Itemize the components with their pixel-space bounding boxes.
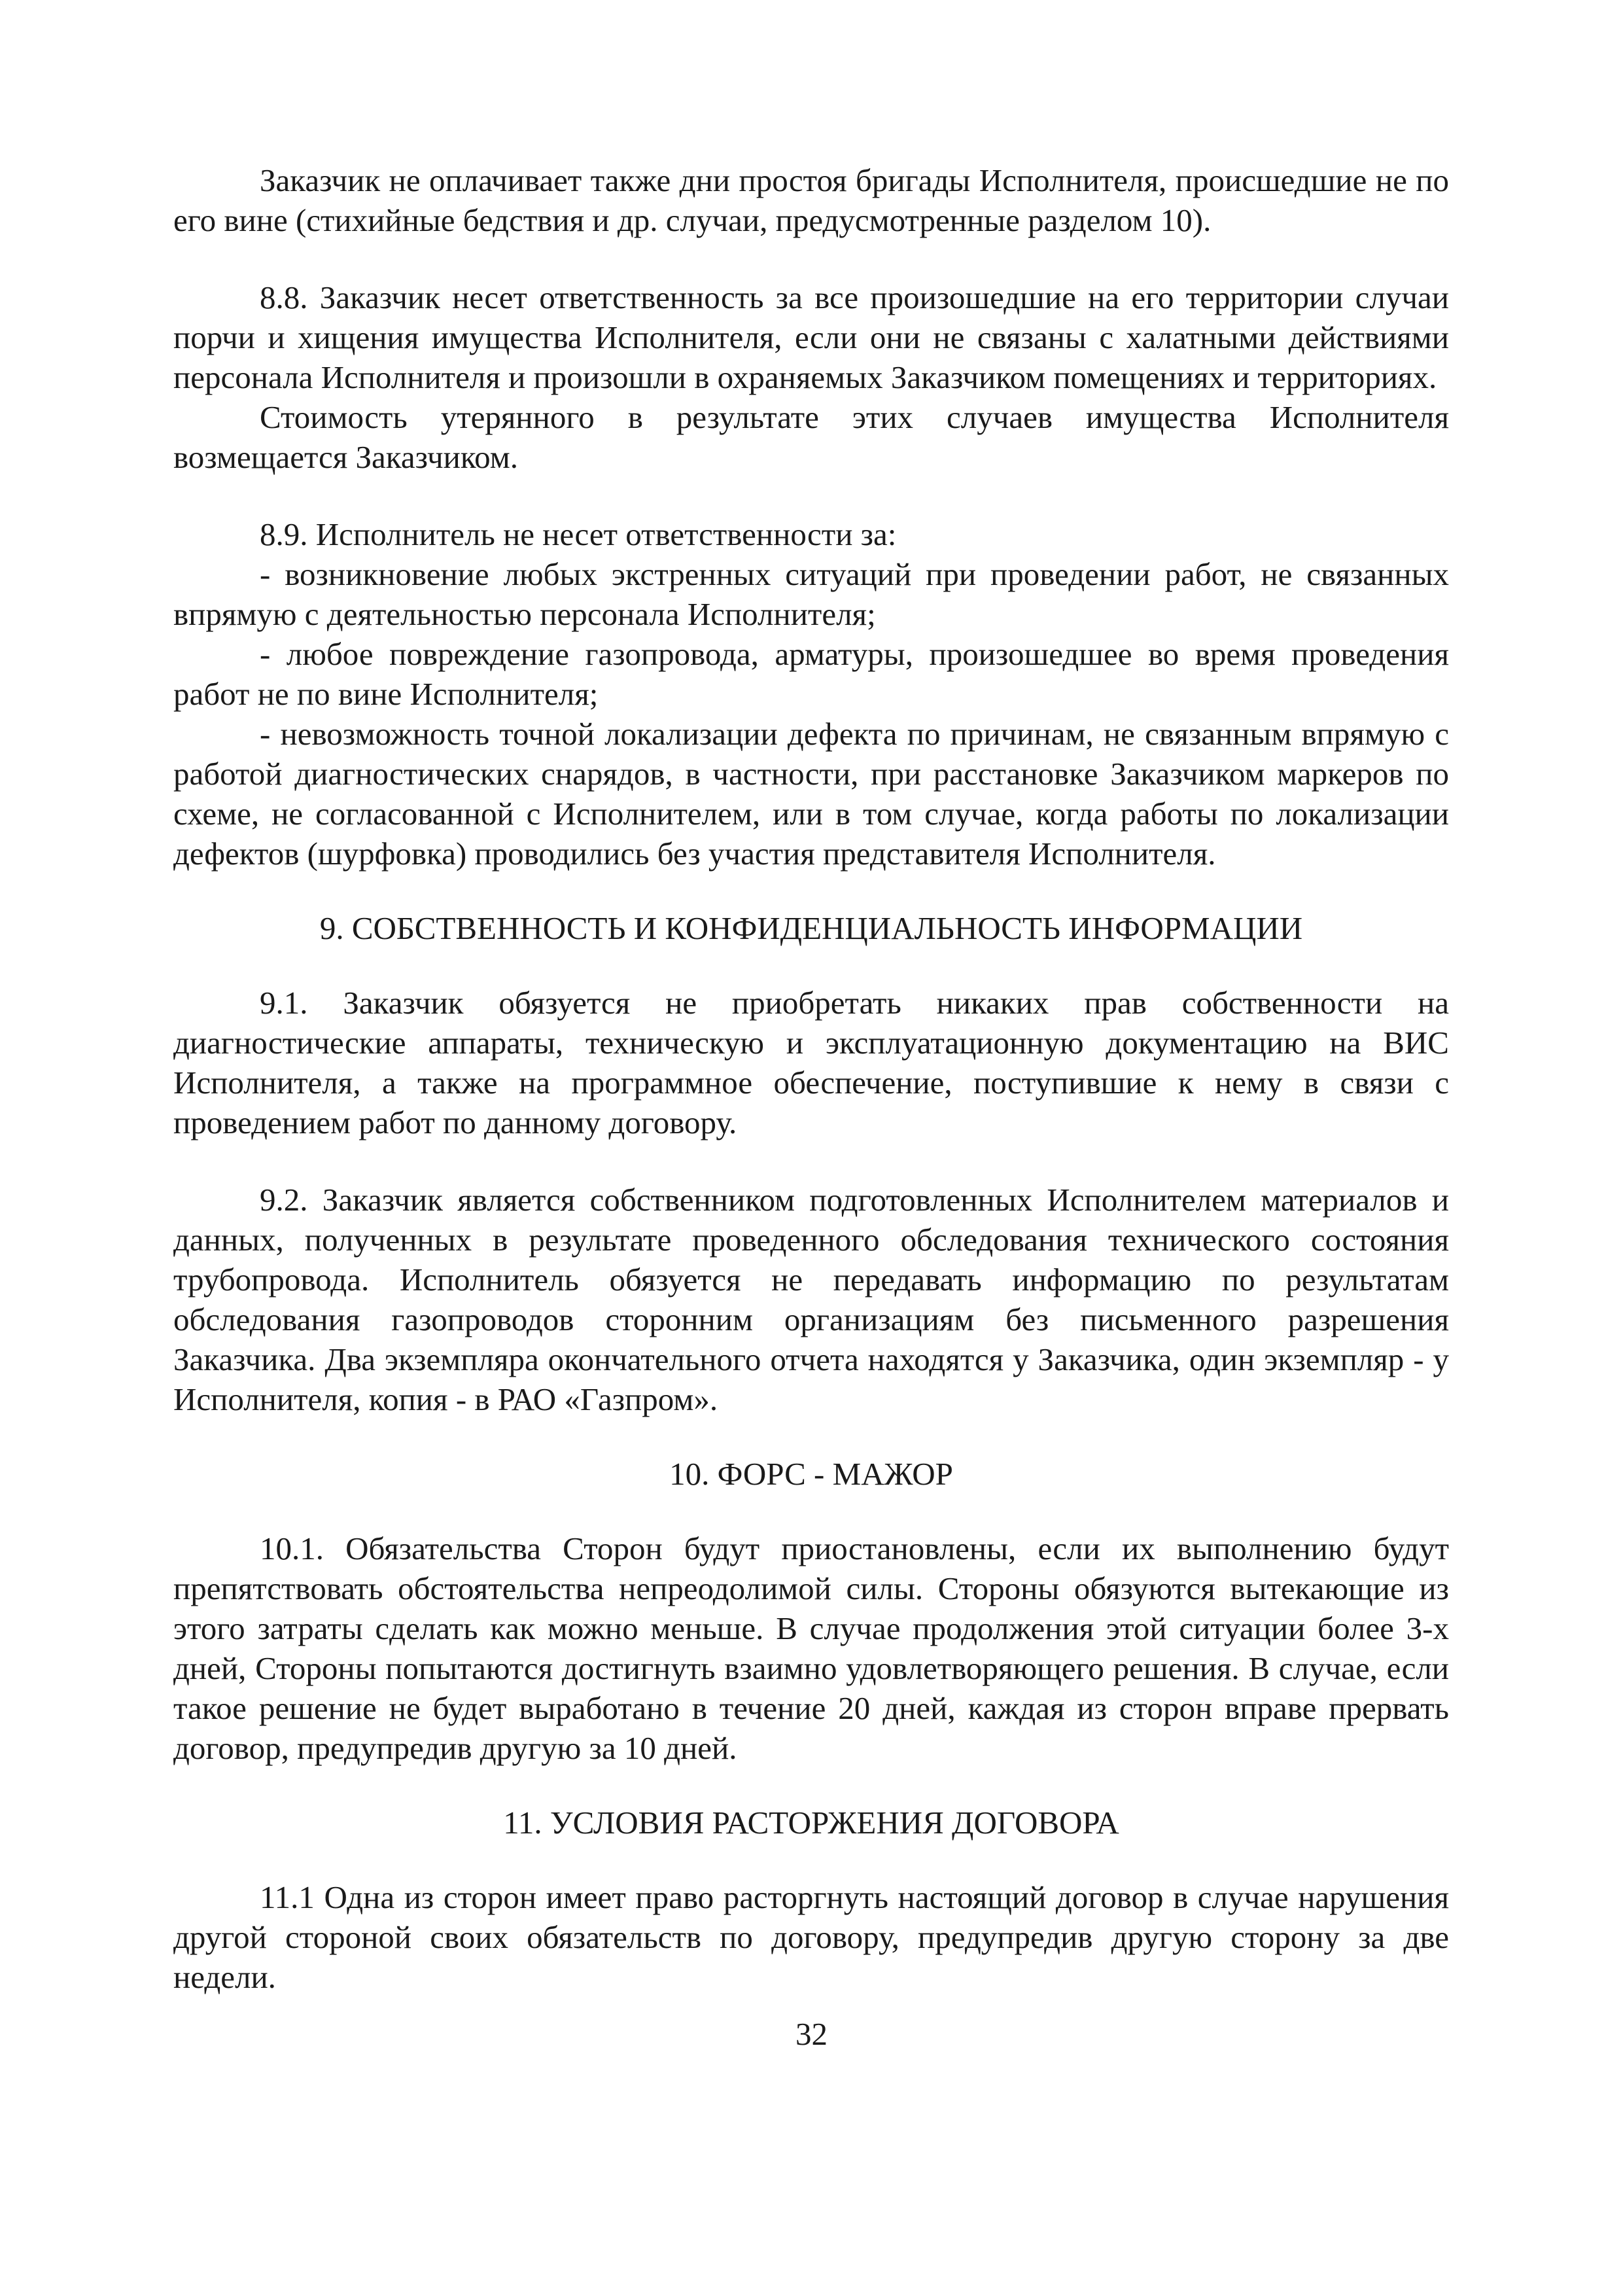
paragraph-11-1: 11.1 Одна из сторон имеет право расторгнуть настоящий договор в случае нарушения другой стороной своих обязательств по договору, предупредив другую сторону за две недели. bbox=[173, 1879, 1449, 1995]
paragraph-9-2: 9.2. Заказчик является собственником подготовленных Исполнителем материалов и данных, полученных в результате проведенного обследования технического состояния трубопровода. Исполнитель обязуется не передавать информацию по результатам обследования газопроводов сторонним организациям без письменного разрешения Заказчика. Два экземпляра окончательного отчета находятся у Заказчика, один экземпляр - у Исполнителя, копия - в РАО «Газпром». bbox=[173, 1182, 1449, 1417]
paragraph-9-1: 9.1. Заказчик обязуется не приобретать никаких прав собственности на диагностические аппараты, техническую и эксплуатационную документацию на ВИС Исполнителя, а также на программное обеспечение, поступившие к нему в связи с проведением работ по данному договору. bbox=[173, 985, 1449, 1140]
document-body bbox=[173, 160, 1449, 1997]
paragraph-8-9: 8.9. Исполнитель не несет ответственности за: bbox=[260, 516, 897, 552]
paragraph-intro: Заказчик не оплачивает также дни простоя бригады Исполнителя, происшедшие не по его вине (стихийные бедствия и др. случаи, предусмотренные разделом 10). bbox=[173, 162, 1449, 238]
section-heading-10: 10. ФОРС - МАЖОР bbox=[669, 1456, 953, 1492]
section-heading-9: 9. СОБСТВЕННОСТЬ И КОНФИДЕНЦИАЛЬНОСТЬ ИНФОРМАЦИИ bbox=[319, 910, 1303, 946]
paragraph-10-1: 10.1. Обязательства Сторон будут приостановлены, если их выполнению будут препятствовать обстоятельства непреодолимой силы. Стороны обязуются вытекающие из этого затраты сделать как можно меньше. В случае продолжения этой ситуации более 3-х дней, Стороны попытаются достигнуть взаимно удовлетворяющего решения. В случае, если такое решение не будет выработано в течение 20 дней, каждая из сторон вправе прервать договор, предупредив другую за 10 дней. bbox=[173, 1530, 1449, 1766]
paragraph-8-9-item-3: - невозможность точной локализации дефекта по причинам, не связанным впрямую с работой диагностических снарядов, в частности, при расстановке Заказчиком маркеров по схеме, не согласованной с Исполнителем, или в том случае, когда работы по локализации дефектов (шурфовка) проводились без участия представителя Исполнителя. bbox=[173, 716, 1449, 872]
paragraph-8-9-item-1: - возникновение любых экстренных ситуаций при проведении работ, не связанных впрямую с деятельностью персонала Исполнителя; bbox=[173, 556, 1449, 632]
section-heading-11: 11. УСЛОВИЯ РАСТОРЖЕНИЯ ДОГОВОРА bbox=[503, 1805, 1119, 1841]
page-number: 32 bbox=[795, 2016, 828, 2052]
paragraph-8-9-item-2: - любое повреждение газопровода, арматуры, произошедшее во время проведения работ не по вине Исполнителя; bbox=[173, 636, 1449, 712]
paragraph-8-8-cost: Стоимость утерянного в результате этих случаев имущества Исполнителя возмещается Заказчиком. bbox=[173, 399, 1449, 475]
paragraph-8-8: 8.8. Заказчик несет ответственность за все произошедшие на его территории случаи порчи и хищения имущества Исполнителя, если они не связаны с халатными действиями персонала Исполнителя и произошли в охраняемых Заказчиком помещениях и территориях. bbox=[173, 279, 1449, 395]
